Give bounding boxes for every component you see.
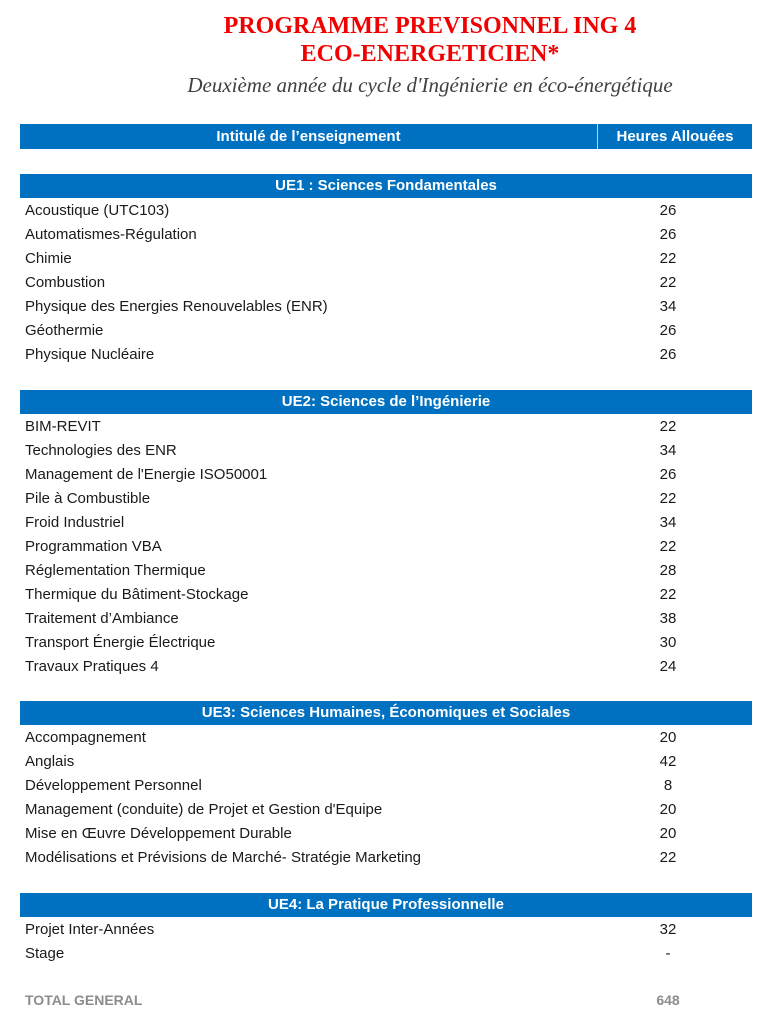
- table-row: [20, 630, 752, 654]
- course-name: Physique Nucléaire: [25, 345, 155, 363]
- table-row: [20, 438, 752, 462]
- table-row: [20, 246, 752, 270]
- course-hours: 20: [659, 824, 677, 842]
- table-row: [20, 917, 752, 941]
- course-name: Projet Inter-Années: [25, 920, 155, 938]
- course-hours: 20: [659, 800, 677, 818]
- course-name: Automatismes-Régulation: [25, 225, 197, 243]
- course-hours: 22: [659, 585, 677, 603]
- column-divider: [597, 124, 598, 149]
- course-name: Thermique du Bâtiment-Stockage: [25, 585, 249, 603]
- total-row: [20, 988, 752, 1012]
- course-name: Chimie: [25, 249, 72, 267]
- total-hours: 648: [656, 992, 680, 1008]
- course-name: Anglais: [25, 752, 75, 770]
- section-ue1: [20, 174, 752, 366]
- course-name: Management de l'Energie ISO50001: [25, 465, 268, 483]
- section-ue2: [20, 390, 752, 678]
- course-hours: 24: [659, 657, 677, 675]
- page-subtitle: Deuxième année du cycle d'Ingénierie en éco-énergétique: [187, 73, 673, 97]
- course-name: Mise en Œuvre Développement Durable: [25, 824, 292, 842]
- total-label: TOTAL GENERAL: [25, 992, 143, 1008]
- course-hours: 22: [659, 417, 677, 435]
- course-hours: 34: [659, 441, 677, 459]
- table-row: [20, 462, 752, 486]
- table-header: [20, 124, 752, 149]
- course-hours: -: [665, 944, 671, 962]
- table-row: [20, 821, 752, 845]
- table-row: [20, 510, 752, 534]
- course-name: BIM-REVIT: [25, 417, 101, 435]
- table-row: [20, 749, 752, 773]
- section-header: UE4: La Pratique Professionnelle: [20, 893, 752, 917]
- course-hours: 22: [659, 537, 677, 555]
- page-title-line2: ECO-ENERGETICIEN*: [300, 41, 560, 67]
- course-name: Accompagnement: [25, 728, 146, 746]
- table-row: [20, 222, 752, 246]
- table-row: [20, 270, 752, 294]
- section-ue4: [20, 893, 752, 965]
- table-row: [20, 198, 752, 222]
- column-header-hours: Heures Allouées: [616, 128, 734, 145]
- course-hours: 20: [659, 728, 677, 746]
- course-hours: 26: [659, 321, 677, 339]
- table-row: [20, 486, 752, 510]
- course-name: Développement Personnel: [25, 776, 202, 794]
- course-name: Traitement d’Ambiance: [25, 609, 179, 627]
- table-row: [20, 845, 752, 869]
- table-row: [20, 941, 752, 965]
- course-hours: 34: [659, 297, 677, 315]
- course-hours: 26: [659, 465, 677, 483]
- table-row: [20, 534, 752, 558]
- table-row: [20, 294, 752, 318]
- course-hours: 22: [659, 249, 677, 267]
- table-row: [20, 318, 752, 342]
- course-name: Programmation VBA: [25, 537, 162, 555]
- table-row: [20, 582, 752, 606]
- course-name: Réglementation Thermique: [25, 561, 206, 579]
- course-name: Travaux Pratiques 4: [25, 657, 159, 675]
- section-ue3: [20, 701, 752, 869]
- table-row: [20, 773, 752, 797]
- course-name: Géothermie: [25, 321, 104, 339]
- course-hours: 26: [659, 345, 677, 363]
- page-title-line1: PROGRAMME PREVISONNEL ING 4: [223, 13, 637, 39]
- table-row: [20, 725, 752, 749]
- course-name: Modélisations et Prévisions de Marché- Stratégie Marketing: [25, 848, 422, 866]
- course-name: Management (conduite) de Projet et Gestion d'Equipe: [25, 800, 383, 818]
- course-name: Technologies des ENR: [25, 441, 177, 459]
- course-hours: 26: [659, 225, 677, 243]
- table-row: [20, 654, 752, 678]
- column-header-course: Intitulé de l’enseignement: [216, 128, 401, 145]
- course-name: Pile à Combustible: [25, 489, 151, 507]
- course-hours: 22: [659, 848, 677, 866]
- course-hours: 34: [659, 513, 677, 531]
- table-row: [20, 414, 752, 438]
- course-name: Combustion: [25, 273, 106, 291]
- course-hours: 30: [659, 633, 677, 651]
- course-hours: 32: [659, 920, 677, 938]
- course-hours: 8: [663, 776, 673, 794]
- course-hours: 42: [659, 752, 677, 770]
- course-name: Transport Énergie Électrique: [25, 633, 216, 651]
- section-header: UE1 : Sciences Fondamentales: [20, 174, 752, 198]
- course-hours: 26: [659, 201, 677, 219]
- section-header: UE3: Sciences Humaines, Économiques et Sociales: [20, 701, 752, 725]
- table-row: [20, 342, 752, 366]
- course-name: Stage: [25, 944, 65, 962]
- course-hours: 28: [659, 561, 677, 579]
- course-name: Acoustique (UTC103): [25, 201, 170, 219]
- table-row: [20, 606, 752, 630]
- table-row: [20, 558, 752, 582]
- course-hours: 22: [659, 273, 677, 291]
- course-name: Physique des Energies Renouvelables (ENR): [25, 297, 328, 315]
- course-name: Froid Industriel: [25, 513, 125, 531]
- section-header: UE2: Sciences de l’Ingénierie: [20, 390, 752, 414]
- course-hours: 38: [659, 609, 677, 627]
- course-hours: 22: [659, 489, 677, 507]
- table-row: [20, 797, 752, 821]
